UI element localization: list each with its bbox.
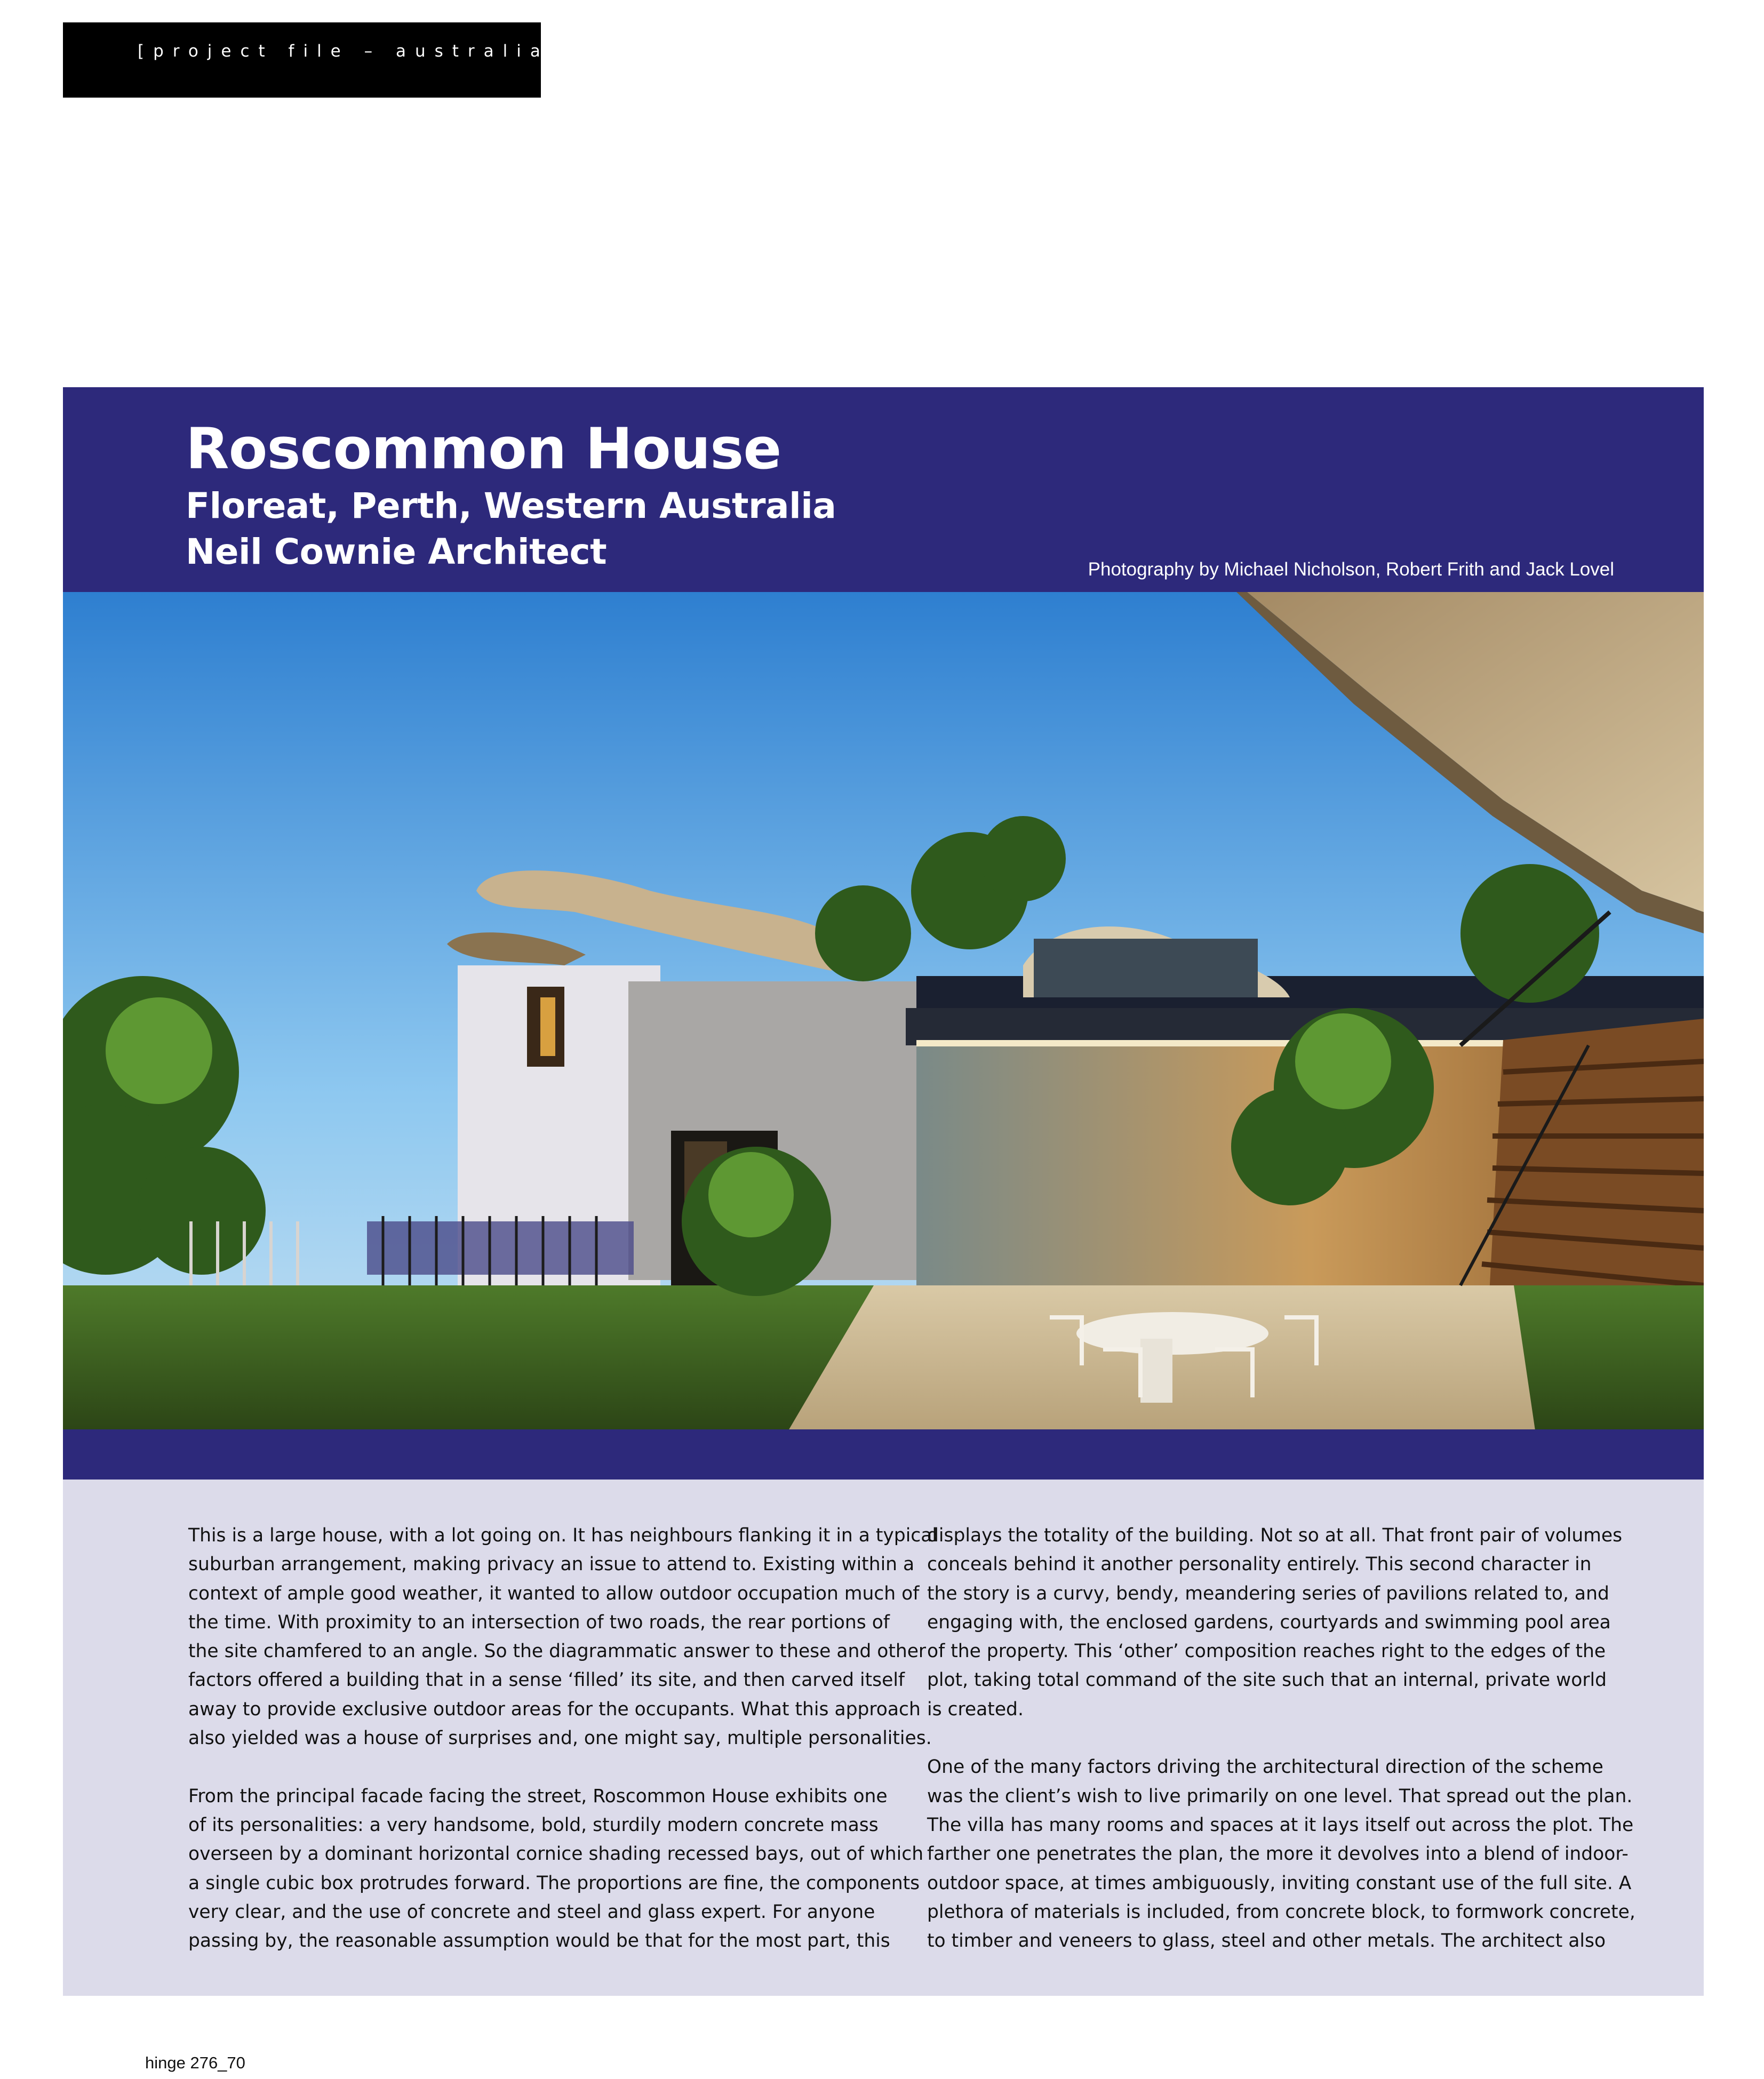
photo-credit: Photography by Michael Nicholson, Robert Frith and Jack Lovel	[1088, 559, 1614, 580]
paragraph	[188, 1782, 937, 1956]
paragraph	[927, 1521, 1635, 1724]
text-line: also yielded was a house of surprises and, one might say, multiple personalities.	[188, 1728, 932, 1749]
text-line: engaging with, the enclosed gardens, courtyards and swimming pool area	[927, 1611, 1611, 1633]
text-line: overseen by a dominant horizontal cornice shading recessed bays, out of which	[188, 1843, 924, 1865]
article-title: Roscommon House	[186, 416, 781, 482]
text-line: of its personalities: a very handsome, bold, sturdily modern concrete mass	[188, 1814, 879, 1836]
paragraph	[188, 1521, 937, 1753]
text-line: the site chamfered to an angle. So the diagrammatic answer to these and other	[188, 1641, 927, 1662]
paragraph	[927, 1753, 1635, 1955]
text-line: very clear, and the use of concrete and steel and glass expert. For anyone	[188, 1901, 875, 1923]
text-line: plot, taking total command of the site such that an internal, private world	[927, 1669, 1607, 1691]
text-line: context of ample good weather, it wanted to allow outdoor occupation much of	[188, 1582, 920, 1604]
text-line: the story is a curvy, bendy, meandering series of pavilions related to, and	[927, 1582, 1609, 1604]
photo-bottom-band	[63, 1429, 1704, 1480]
text-line: conceals behind it another personality entirely. This second character in	[927, 1554, 1592, 1576]
article-text-panel	[63, 1480, 1704, 1996]
text-line: the time. With proximity to an intersection of two roads, the rear portions of	[188, 1611, 890, 1633]
text-line: is created.	[927, 1698, 1024, 1720]
text-line: a single cubic box protrudes forward. The proportions are fine, the components	[188, 1872, 920, 1894]
article-location: Floreat, Perth, Western Australia	[186, 485, 836, 526]
section-tag: [project file – australia]	[138, 42, 565, 61]
text-line: One of the many factors driving the architectural direction of the scheme	[927, 1756, 1603, 1778]
text-line: was the client’s wish to live primarily on one level. That spread out the plan.	[927, 1785, 1633, 1807]
text-line: suburban arrangement, making privacy an issue to attend to. Existing within a	[188, 1554, 915, 1576]
text-line: displays the totality of the building. Not so at all. That front pair of volumes	[927, 1525, 1623, 1546]
text-line: passing by, the reasonable assumption would be that for the most part, this	[188, 1930, 890, 1952]
text-line: of the property. This ‘other’ composition reaches right to the edges of the	[927, 1641, 1606, 1662]
text-line: farther one penetrates the plan, the more it devolves into a blend of indoor-	[927, 1843, 1629, 1865]
text-column-right	[927, 1521, 1635, 1985]
page-folio: hinge 276_70	[145, 2053, 245, 2072]
text-line: This is a large house, with a lot going on. It has neighbours flanking it in a typical	[188, 1525, 937, 1546]
text-line: away to provide exclusive outdoor areas for the occupants. What this approach	[188, 1698, 921, 1720]
house-photo-icon	[63, 592, 1704, 1430]
text-line: From the principal facade facing the street, Roscommon House exhibits one	[188, 1785, 888, 1807]
text-line: The villa has many rooms and spaces at it lays itself out across the plot. The	[927, 1814, 1634, 1836]
article-architect: Neil Cownie Architect	[186, 531, 607, 572]
text-line: factors offered a building that in a sense ‘filled’ its site, and then carved itself	[188, 1669, 905, 1691]
title-band	[63, 387, 1704, 593]
text-line: to timber and veneers to glass, steel and other metals. The architect also	[927, 1930, 1606, 1952]
text-column-left	[188, 1521, 937, 1985]
text-line: plethora of materials is included, from concrete block, to formwork concrete,	[927, 1901, 1635, 1923]
text-line: outdoor space, at times ambiguously, inviting constant use of the full site. A	[927, 1872, 1632, 1894]
